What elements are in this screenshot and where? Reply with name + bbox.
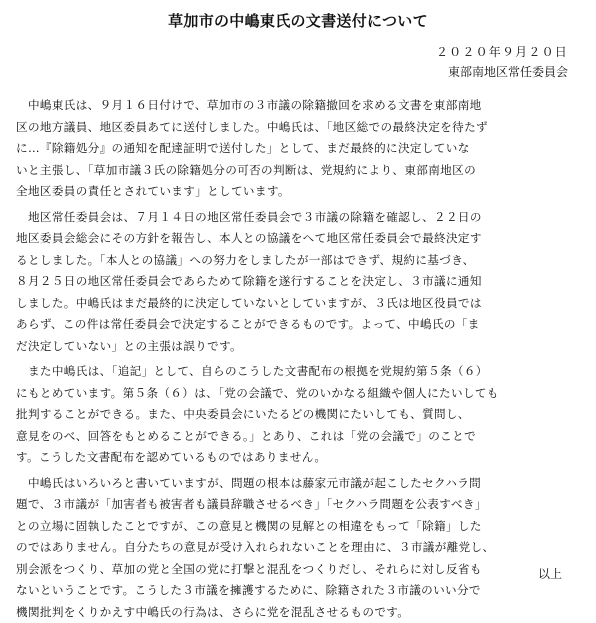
text-line: 地区常任委員会は、７月１４日の地区常任委員会で３市議の除籍を確認し、２２日の <box>16 207 580 229</box>
text-line: のではありません。自分たちの意見が受け入れられないことを理由に、３市議が離党し、 <box>16 537 580 559</box>
paragraph <box>16 207 580 358</box>
text-line: 批判することができる。また、中央委員会にいたるどの機関にたいしても、質問し、 <box>16 404 580 426</box>
document-body <box>16 95 580 623</box>
text-line: 別会派をつくり、草加の党と全国の党に打撃と混乱をつくりだし、それらに対し反省も <box>16 559 580 581</box>
text-line: 題で、３市議が「加害者も被害者も議員辞職させるべき」「セクハラ問題を公表すべき」 <box>16 494 580 516</box>
text-line: 中嶋氏はいろいろと書いていますが、問題の根本は藤家元市議が起こしたセクハラ問 <box>16 473 580 495</box>
text-line: 全地区委員の責任とされています」としています。 <box>16 181 580 203</box>
text-line: るとしました。「本人との協議」への努力をしましたが一部はできず、規約に基づき、 <box>16 250 580 272</box>
text-line: また中嶋氏は、「追記」として、自らのこうした文書配布の根拠を党規約第５条（６） <box>16 361 580 383</box>
text-line: との立場に固執したことですが、この意見と機関の見解との相違をもって「除籍」した <box>16 516 580 538</box>
text-line: いと主張し、「草加市議３氏の除籍処分の可否の判断は、党規約により、東部南地区の <box>16 160 580 182</box>
paragraph <box>16 361 580 469</box>
text-line: だ決定していない」との主張は誤りです。 <box>16 336 580 358</box>
text-line: す。こうした文書配布を認めているものではありません。 <box>16 447 580 469</box>
text-line: に…『除籍処分』の通知を配達証明で送付した」として、まだ最終的に決定していな <box>16 138 580 160</box>
text-line: ないということです。こうした３市議を擁護するために、除籍された３市議のいい分で <box>16 580 580 602</box>
paragraph <box>16 473 580 623</box>
document-title: 草加市の中嶋東氏の文書送付について <box>0 10 596 31</box>
issuing-organization: 東部南地区常任委員会 <box>448 63 568 80</box>
text-line: 意見をのべ、回答をもとめることができる。」とあり、これは「党の会議で」のことで <box>16 426 580 448</box>
text-line: 区の地方議員、地区委員あてに送付しました。中嶋氏は、「地区総での最終決定を待たず <box>16 117 580 139</box>
text-line: あらず、この件は常任委員会で決定することができるものです。よって、中嶋氏の「ま <box>16 314 580 336</box>
paragraph <box>16 95 580 203</box>
text-line: にもとめています。第５条（６）は、「党の会議で、党のいかなる組織や個人にたいしても <box>16 383 580 405</box>
text-line: 機関批判をくりかえす中嶋氏の行為は、さらに党を混乱させるものです。 <box>16 602 580 623</box>
text-line: 中嶋東氏は、９月１６日付けで、草加市の３市議の除籍撤回を求める文書を東部南地 <box>16 95 580 117</box>
text-line: ８月２５日の地区常任委員会であらためて除籍を遂行することを決定し、３市議に通知 <box>16 271 580 293</box>
document-date: ２０２０年９月２０日 <box>436 43 568 60</box>
closing-mark: 以上 <box>538 565 562 582</box>
text-line: 地区委員会総会にその方針を報告し、本人との協議をへて地区常任委員会で最終決定す <box>16 228 580 250</box>
text-line: しました。中嶋氏はまだ最終的に決定していないとしていますが、３氏は地区役員では <box>16 293 580 315</box>
